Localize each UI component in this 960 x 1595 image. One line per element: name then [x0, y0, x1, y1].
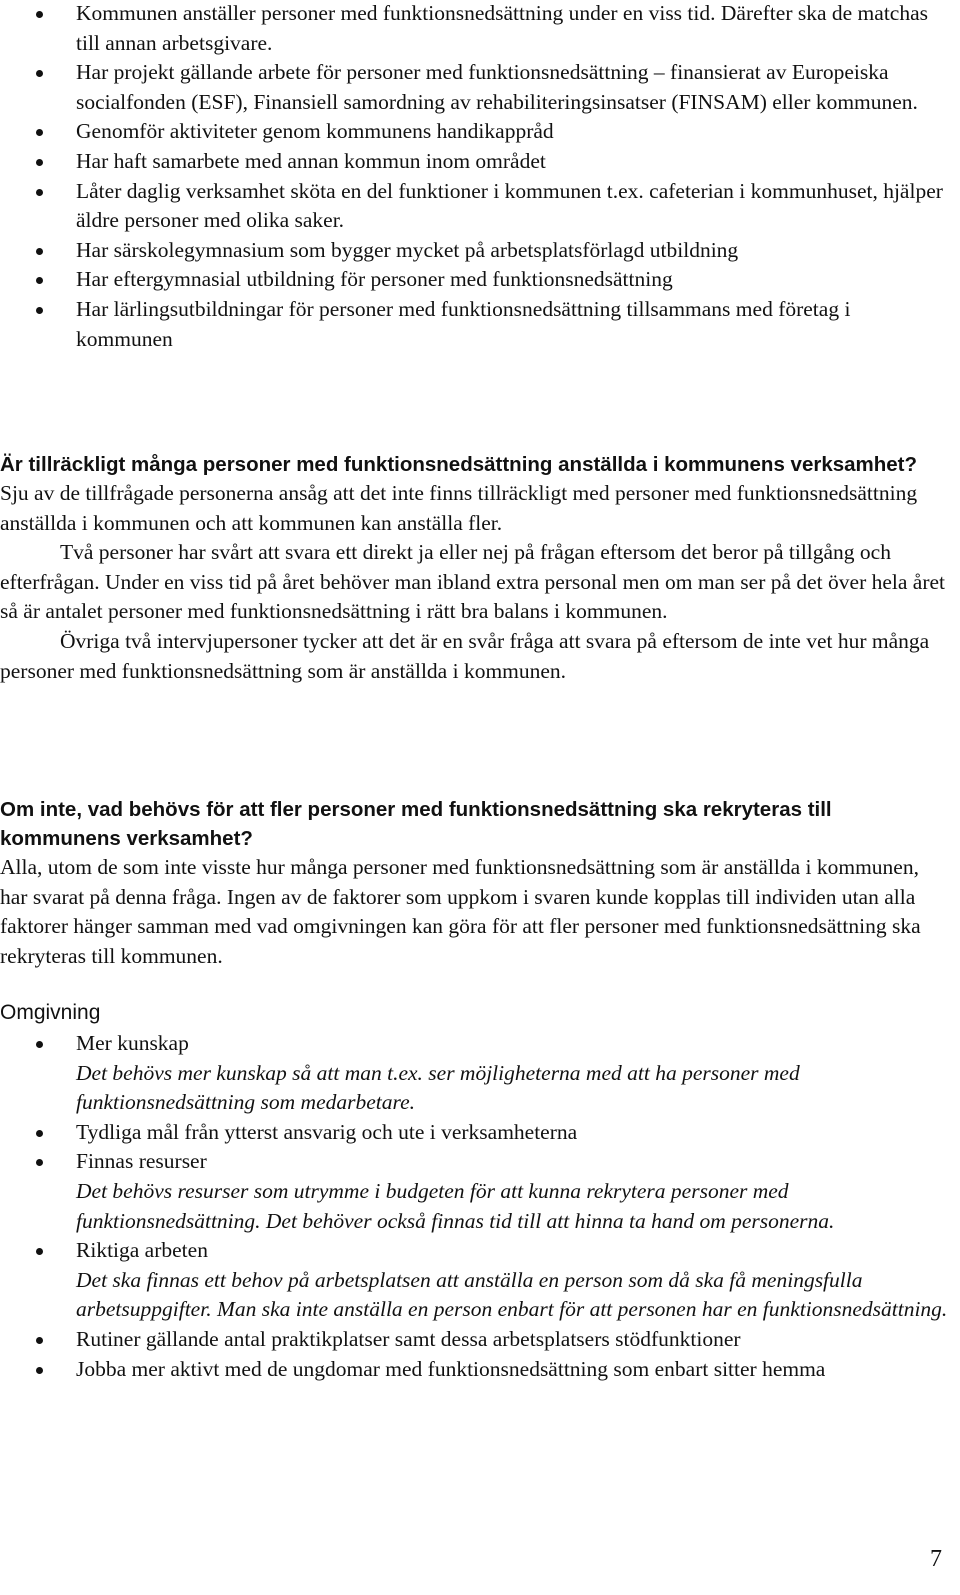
list-item [0, 1118, 950, 1148]
list-item: Har lärlingsutbildningar för personer med funktionsnedsättning tillsammans med företag i kommunen [0, 295, 950, 354]
bullet-icon [36, 189, 43, 196]
intro-bullet-list [0, 0, 950, 354]
section-heading: Är tillräckligt många personer med funktionsnedsättning anställda i kommunens verksamhet? [0, 453, 918, 476]
paragraph: Två personer har svårt att svara ett direkt ja eller nej på frågan eftersom det beror på tillgång och efterfrågan. Under en viss tid på året behöver man ibland extra personal men om man ser på det över hela året så är antalet personer med funktionsnedsättning i rätt bra balans i kommunen. [0, 540, 946, 624]
list-item [0, 1236, 950, 1325]
bullet-icon [36, 248, 43, 255]
bullet-icon [36, 70, 43, 77]
paragraph: Alla, utom de som inte visste hur många personer med funktionsnedsättning som är anställda i kommunen, har svarat på denna fråga. Ingen av de faktorer som uppkom i svaren kunde kopplas till individen utan alla faktorer hänger samman med vad omgivningen kan göra för att fler personer med funktionsnedsättning ska rekryteras till kommunen. [0, 855, 921, 968]
bullet-icon [36, 1041, 43, 1048]
bullet-icon [36, 129, 43, 136]
list-item [0, 1029, 950, 1118]
item-title: Mer kunskap [76, 1031, 189, 1055]
paragraph: Sju av de tillfrågade personerna ansåg att det inte finns tillräckligt med personer med funktionsnedsättning anställda i kommunen och att kommunen kan anställa fler. [0, 481, 918, 535]
environment-factors-section [0, 998, 950, 1384]
item-title: Finnas resurser [76, 1149, 207, 1174]
bullet-icon [36, 277, 43, 284]
list-item: Har särskolegymnasium som bygger mycket på arbetsplatsförlagd utbildning [0, 236, 950, 266]
item-title: Tydliga mål från ytterst ansvarig och ute i verksamheterna [76, 1119, 578, 1144]
list-item: Har projekt gällande arbete för personer med funktionsnedsättning – finansierat av Europeiska socialfonden (ESF), Finansiell samordning av rehabiliteringsinsatser (FINSAM) eller kommunen. [0, 58, 950, 117]
item-title: Riktiga arbeten [76, 1238, 208, 1263]
list-item: Låter daglig verksamhet sköta en del funktioner i kommunen t.ex. cafeterian i kommunhuset, hjälper äldre personer med olika saker. [0, 177, 950, 236]
bullet-icon [36, 1159, 43, 1166]
list-item: Kommunen anställer personer med funktionsnedsättning under en viss tid. Därefter ska de matchas till annan arbetsgivare. [0, 0, 950, 58]
list-item [0, 1355, 950, 1385]
employment-question-section [0, 450, 950, 686]
list-item: Har haft samarbete med annan kommun inom området [0, 147, 950, 177]
item-title: Jobba mer aktivt med de ungdomar med funktionsnedsättning som enbart sitter hemma [76, 1356, 826, 1381]
page-number: 7 [930, 1546, 942, 1572]
paragraph: Övriga två intervjupersoner tycker att det är en svår fråga att svara på eftersom de inte vet hur många personer med funktionsnedsättning som är anställda i kommunen. [0, 628, 930, 683]
subheading: Omgivning [0, 1001, 101, 1024]
list-item: Har eftergymnasial utbildning för personer med funktionsnedsättning [0, 265, 950, 295]
bullet-icon [36, 1248, 43, 1255]
item-quote: Det behövs resurser som utrymme i budgeten för att kunna rekrytera personer med funktionsnedsättning. Det behöver också finnas tid till att hinna ta hand om personerna. [76, 1178, 835, 1233]
factor-bullet-list [0, 1029, 950, 1384]
bullet-icon [36, 1367, 43, 1374]
bullet-icon [36, 1130, 43, 1137]
intro-bullet-list-section [0, 0, 950, 354]
bullet-icon [36, 159, 43, 166]
item-title: Rutiner gällande antal praktikplatser samt dessa arbetsplatsers stödfunktioner [76, 1326, 741, 1351]
bullet-icon [36, 11, 43, 18]
section-heading: Om inte, vad behövs för att fler personer med funktionsnedsättning ska rekryteras till kommunens verksamhet? [0, 798, 832, 850]
list-item [0, 1325, 950, 1355]
item-quote: Det ska finnas ett behov på arbetsplatsen att anställa en person som då ska få meningsfulla arbetsuppgifter. Man ska inte anställa en person enbart för att personen har en funktionsnedsättning. [76, 1267, 948, 1322]
recruitment-question-section [0, 795, 950, 971]
bullet-icon [36, 307, 43, 314]
list-item: Genomför aktiviteter genom kommunens handikappråd [0, 117, 950, 147]
list-item [0, 1147, 950, 1236]
bullet-icon [36, 1337, 43, 1344]
item-quote: Det behövs mer kunskap så att man t.ex. ser möjligheterna med att ha personer med funktionsnedsättning som medarbetare. [76, 1060, 800, 1115]
